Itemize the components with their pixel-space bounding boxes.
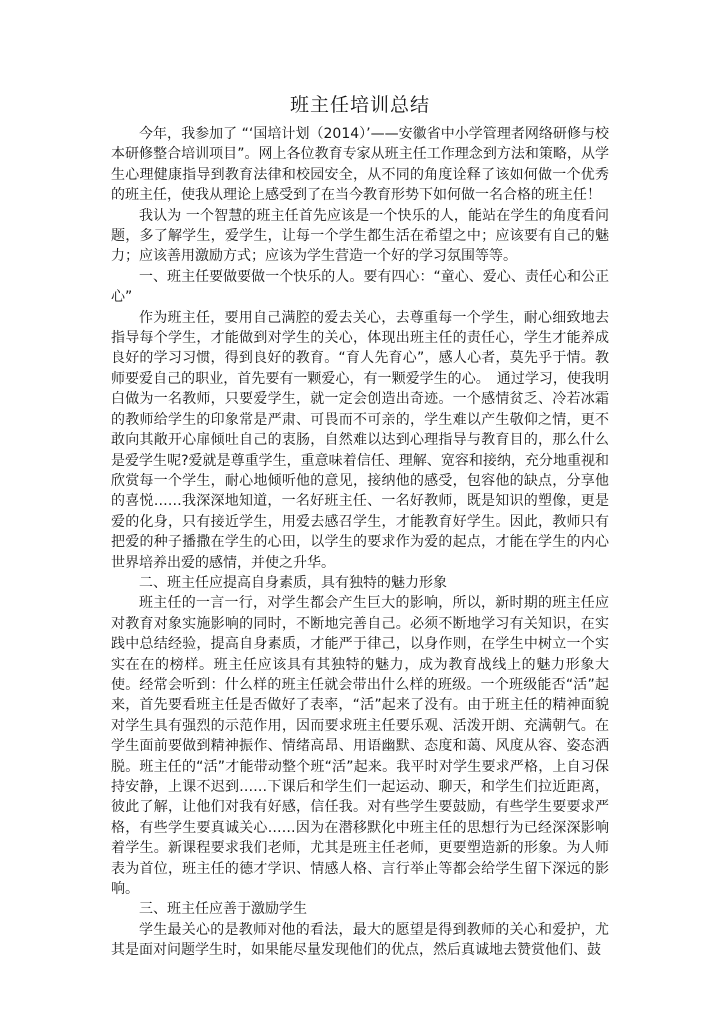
section-heading-3: 三、班主任应善于激励学生	[139, 901, 307, 918]
section-heading-1: 一、班主任要做要做一个快乐的人。要有四心：“童心、爱心、责任心和公正心”	[111, 268, 609, 306]
paragraph-opinion: 我认为 一个智慧的班主任首先应该是一个快乐的人，能站在学生的角度看问题，多了解学生，爱学生，让每一个学生都生活在希望之中；应该要有自己的魅力；应该善用激励方式；应该为学生营造一个好的学习氛围等等。	[111, 207, 609, 265]
section-heading-2: 二、班主任应提高自身素质，具有独特的魅力形象	[139, 574, 447, 591]
paragraph-intro: 今年，我参加了 “‘国培计划（2014）’——安徽省中小学管理者网络研修与校本研修整合培训项目”。网上各位教育专家从班主任工作理念到方法和策略，从学生心理健康指导到教育法律和校园安全，从不同的角度诠释了该如何做一个优秀的班主任，使我从理论上感受到了在当今教育形势下如何做一名合格的班主任！	[111, 126, 609, 204]
paragraph-section-3: 学生最关心的是教师对他的看法，最大的愿望是得到教师的关心和爱护，尤其是面对问题学生时，如果能尽量发现他们的优点，然后真诚地去赞赏他们、鼓	[111, 921, 609, 959]
paragraph-section-2: 班主任的一言一行，对学生都会产生巨大的影响，所以，新时期的班主任应对教育对象实施影响的同时，不断地完善自己。必须不断地学习有关知识，在实践中总结经验，提高自身素质，才能严于律己，以身作则，在学生中树立一个实实在在的榜样。班主任应该具有其独特的魅力，成为教育战线上的魅力形象大使。经常会听到：什么样的班主任就会带出什么样的班级。一个班级能否“活”起来，首先要看班主任是否做好了表率，“活”起来了没有。由于班主任的精神面貌对学生具有强烈的示范作用，因而要求班主任要乐观、活泼开朗、充满朝气。在学生面前要做到精神振作、情绪高昂、用语幽默、态度和蔼、风度从容、姿态洒脱。班主任的“活”才能带动整个班“活”起来。我平时对学生要求严格，上自习保持安静，上课不迟到……下课后和学生们一起运动、聊天，和学生们拉近距离，彼此了解，让他们对我有好感，信任我。对有些学生要鼓励，有些学生要要求严格，有些学生要真诚关心……因为在潜移默化中班主任的思想行为已经深深影响着学生。新课程要求我们老师，尤其是班主任老师，更要塑造新的形象。为人师表为首位，班主任的德才学识、情感人格、言行举止等都会给学生留下深远的影响。	[111, 595, 609, 898]
paragraph-section-1: 作为班主任，要用自己满腔的爱去关心，去尊重每一个学生，耐心细致地去指导每个学生，才能做到对学生的关心，体现出班主任的责任心，学生才能养成良好的学习习惯，得到良好的教育。“育人先育心”，感人心者，莫先乎于情。教师要爱自己的职业，首先要有一颗爱心，有一颗爱学生的心。 通过学习，使我明白做为一名教师，只要爱学生，就一定会创造出奇迹。一个感情贫乏、冷若冰霜的教师给学生的印象常是严肃、可畏而不可亲的，学生难以产生敬仰之情，更不敢向其敞开心扉倾吐自己的衷肠，自然难以达到心理指导与教育目的，那么什么是爱学生呢?爱就是尊重学生，重意味着信任、理解、宽容和接纳，充分地重视和欣赏每一个学生，耐心地倾听他的意见，接纳他的感受，包容他的缺点，分享他的喜悦……我深深地知道，一名好班主任、一名好教师，既是知识的塑像，更是爱的化身，只有接近学生，用爱去感召学生，才能教育好学生。因此，教师只有把爱的种子播撒在学生的心田，以学生的要求作为爱的起点，才能在学生的内心世界培养出爱的感情，并使之升华。	[111, 309, 609, 571]
document-title: 班主任培训总结	[289, 94, 430, 116]
document-body	[111, 124, 609, 961]
